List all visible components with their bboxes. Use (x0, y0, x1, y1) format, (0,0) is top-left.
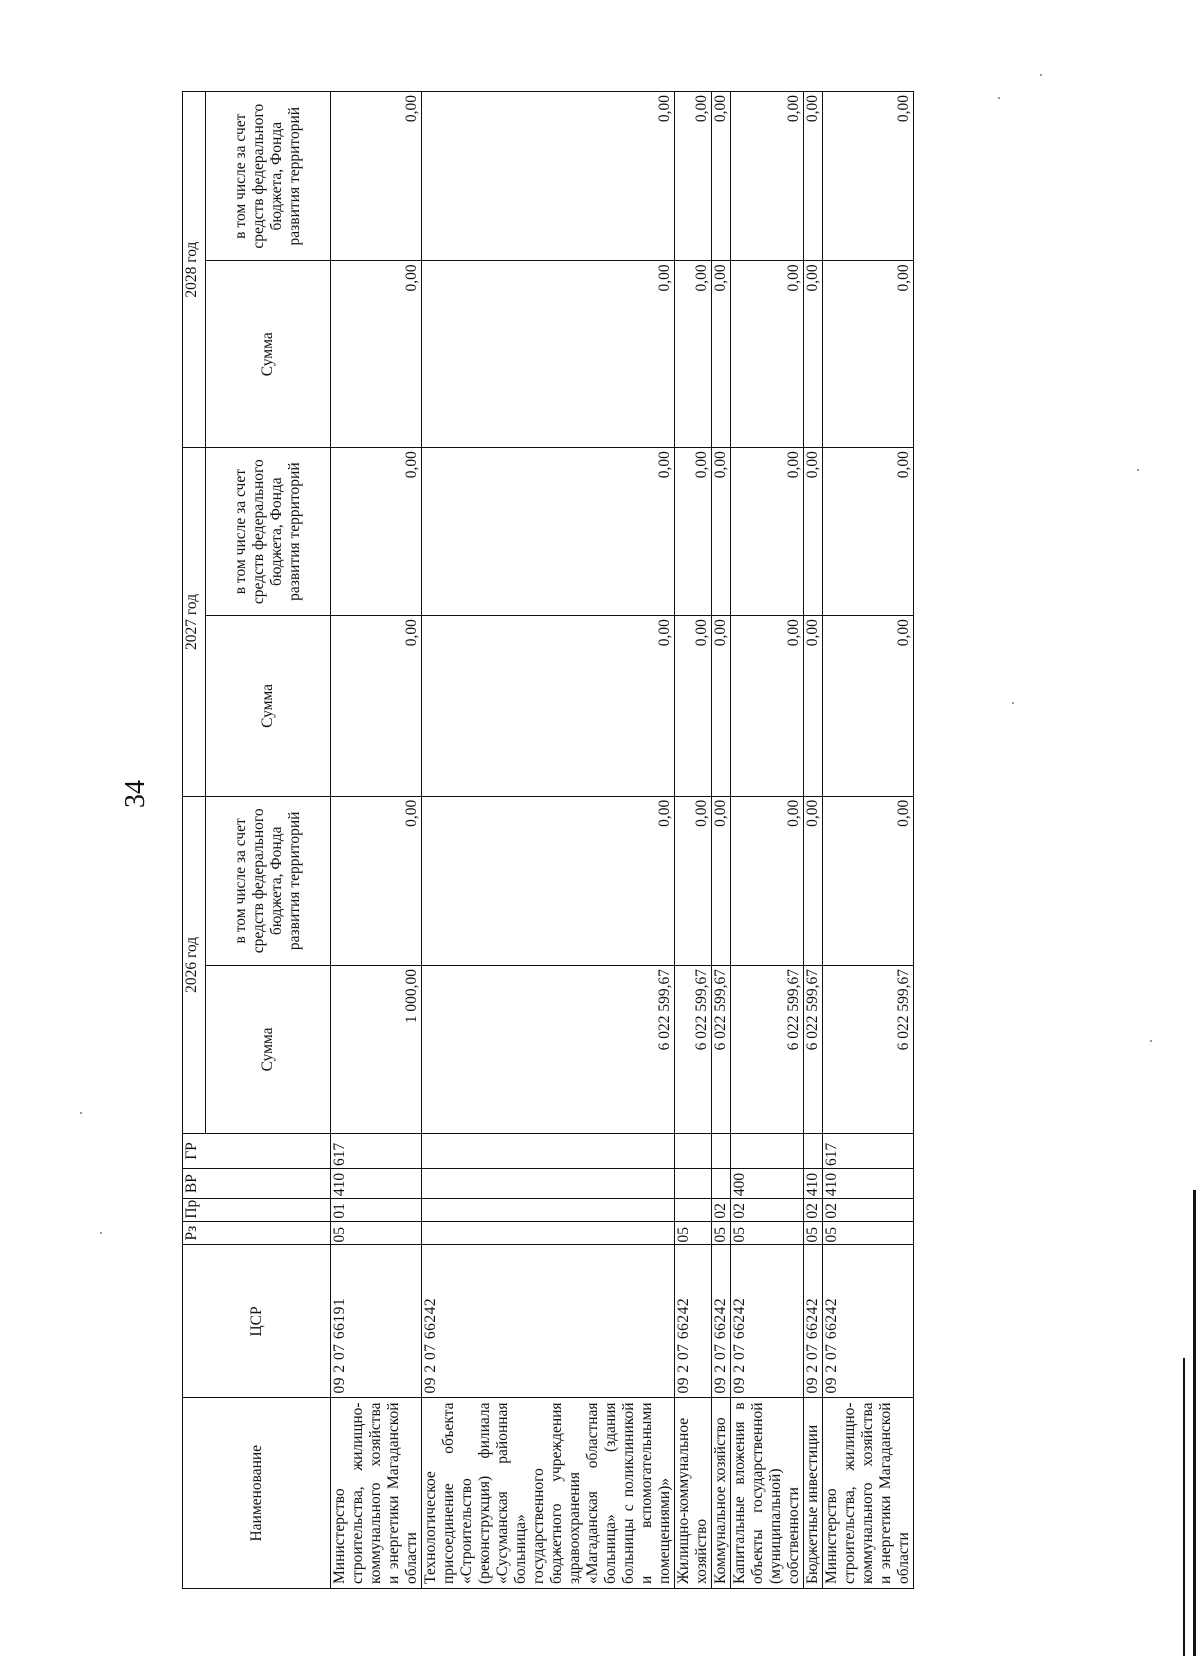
table-row (712, 92, 731, 1589)
scan-speck (1150, 1040, 1152, 1042)
row-fed-2026: 0,00 (331, 796, 422, 965)
year-header-2028: 2028 год (183, 92, 206, 448)
year-header-2027: 2027 год (183, 448, 206, 797)
scan-speck (1040, 74, 1042, 76)
sum-header-2028: Сумма (206, 261, 331, 448)
row-fed-2028: 0,00 (331, 92, 422, 261)
scan-edge-line (1193, 1190, 1196, 1656)
row-name: Коммунальное хозяйство (712, 1398, 731, 1589)
row-fed-2028: 0,00 (823, 92, 914, 261)
row-vr (712, 1169, 731, 1199)
row-sum-2026: 6 022 599,67 (422, 965, 675, 1133)
row-sum-2027: 0,00 (675, 616, 712, 797)
col-header-csr: ЦСР (183, 1245, 331, 1398)
row-sum-2027: 0,00 (804, 616, 823, 797)
row-fed-2026: 0,00 (731, 796, 804, 965)
row-csr: 09 2 07 66242 (804, 1245, 823, 1398)
scan-edge-line (1183, 1358, 1185, 1656)
page-number: 34 (120, 780, 151, 808)
row-sum-2027: 0,00 (422, 616, 675, 797)
row-gr (712, 1133, 731, 1168)
row-rz: 05 (731, 1221, 804, 1245)
table-row (675, 92, 712, 1589)
row-rz: 05 (804, 1221, 823, 1245)
row-sum-2028: 0,00 (731, 261, 804, 448)
row-rz: 05 (823, 1221, 914, 1245)
row-rz (422, 1221, 675, 1245)
row-name: Технологическое присоединение объекта «Строительство (реконструкция) филиала «Сусуманская районная больница» государственного бюджетного учреждения здравоохранения «Магаданская областная больница» (здания больницы с поликлиникой и вспомогательными помещениями)» (422, 1398, 675, 1589)
row-fed-2028: 0,00 (712, 92, 731, 261)
row-csr: 09 2 07 66242 (731, 1245, 804, 1398)
row-vr: 400 (731, 1169, 804, 1199)
row-fed-2027: 0,00 (331, 448, 422, 616)
row-gr (422, 1133, 675, 1168)
row-csr: 09 2 07 66242 (712, 1245, 731, 1398)
row-sum-2028: 0,00 (331, 261, 422, 448)
row-sum-2026: 6 022 599,67 (712, 965, 731, 1133)
row-fed-2026: 0,00 (804, 796, 823, 965)
row-vr: 410 (823, 1169, 914, 1199)
row-sum-2028: 0,00 (804, 261, 823, 448)
row-csr: 09 2 07 66242 (675, 1245, 712, 1398)
row-sum-2028: 0,00 (675, 261, 712, 448)
row-fed-2028: 0,00 (422, 92, 675, 261)
row-sum-2026: 6 022 599,67 (675, 965, 712, 1133)
row-fed-2028: 0,00 (675, 92, 712, 261)
col-header-name: Наименование (183, 1398, 331, 1589)
row-name: Капитальные вложения в объекты государственной (муниципальной) собственности (731, 1398, 804, 1589)
row-rz: 05 (675, 1221, 712, 1245)
row-csr: 09 2 07 66242 (823, 1245, 914, 1398)
table-row (804, 92, 823, 1589)
row-fed-2028: 0,00 (804, 92, 823, 261)
rotated-page-content (182, 91, 1002, 1589)
row-pr: 01 (331, 1199, 422, 1222)
row-sum-2026: 6 022 599,67 (823, 965, 914, 1133)
row-fed-2027: 0,00 (422, 448, 675, 616)
row-pr: 02 (731, 1199, 804, 1222)
row-fed-2027: 0,00 (731, 448, 804, 616)
row-gr: 617 (823, 1133, 914, 1168)
row-gr: 617 (331, 1133, 422, 1168)
row-pr (422, 1199, 675, 1222)
row-sum-2027: 0,00 (731, 616, 804, 797)
row-pr (675, 1199, 712, 1222)
scan-speck (998, 97, 1000, 99)
col-header-rz: Рз (183, 1221, 331, 1245)
col-header-gr: ГР (183, 1133, 331, 1168)
col-header-pr: Пр (183, 1199, 331, 1222)
row-sum-2028: 0,00 (823, 261, 914, 448)
row-fed-2026: 0,00 (675, 796, 712, 965)
table-row (731, 92, 804, 1589)
fed-header-2027: в том числе за счет средств федерального бюджета, Фонда развития территорий (206, 448, 331, 616)
row-gr (675, 1133, 712, 1168)
year-header-2026: 2026 год (183, 796, 206, 1133)
row-sum-2027: 0,00 (712, 616, 731, 797)
scan-speck (1137, 469, 1139, 471)
row-csr: 09 2 07 66242 (422, 1245, 675, 1398)
row-sum-2027: 0,00 (331, 616, 422, 797)
row-vr: 410 (804, 1169, 823, 1199)
row-name: Жилищно-коммунальное хозяйство (675, 1398, 712, 1589)
table-row (422, 92, 675, 1589)
table-row (331, 92, 422, 1589)
row-rz: 05 (712, 1221, 731, 1245)
scan-speck (80, 1112, 82, 1114)
row-sum-2026: 6 022 599,67 (731, 965, 804, 1133)
row-pr: 02 (712, 1199, 731, 1222)
row-pr: 02 (804, 1199, 823, 1222)
scan-speck (1012, 702, 1014, 704)
row-rz: 05 (331, 1221, 422, 1245)
row-name: Бюджетные инвестиции (804, 1398, 823, 1589)
sum-header-2027: Сумма (206, 616, 331, 797)
fed-header-2026: в том числе за счет средств федерального бюджета, Фонда развития территорий (206, 796, 331, 965)
row-fed-2028: 0,00 (731, 92, 804, 261)
row-name: Министерство строительства, жилищно-коммунального хозяйства и энергетики Магаданской области (823, 1398, 914, 1589)
row-sum-2028: 0,00 (712, 261, 731, 448)
row-pr: 02 (823, 1199, 914, 1222)
table-header (183, 92, 331, 1589)
row-fed-2027: 0,00 (823, 448, 914, 616)
row-vr (675, 1169, 712, 1199)
row-fed-2026: 0,00 (712, 796, 731, 965)
table-row (823, 92, 914, 1589)
sum-header-2026: Сумма (206, 965, 331, 1133)
fed-header-2028: в том числе за счет средств федерального бюджета, Фонда развития территорий (206, 92, 331, 261)
budget-table (182, 91, 914, 1589)
row-name: Министерство строительства, жилищно-коммунального хозяйства и энергетики Магаданской области (331, 1398, 422, 1589)
row-gr (804, 1133, 823, 1168)
scan-speck (100, 1232, 102, 1234)
row-fed-2027: 0,00 (675, 448, 712, 616)
row-fed-2027: 0,00 (804, 448, 823, 616)
row-fed-2027: 0,00 (712, 448, 731, 616)
row-sum-2026: 1 000,00 (331, 965, 422, 1133)
row-csr: 09 2 07 66191 (331, 1245, 422, 1398)
row-sum-2027: 0,00 (823, 616, 914, 797)
row-fed-2026: 0,00 (422, 796, 675, 965)
row-sum-2028: 0,00 (422, 261, 675, 448)
row-vr (422, 1169, 675, 1199)
row-sum-2026: 6 022 599,67 (804, 965, 823, 1133)
col-header-vr: ВР (183, 1169, 331, 1199)
row-vr: 410 (331, 1169, 422, 1199)
row-fed-2026: 0,00 (823, 796, 914, 965)
row-gr (731, 1133, 804, 1168)
